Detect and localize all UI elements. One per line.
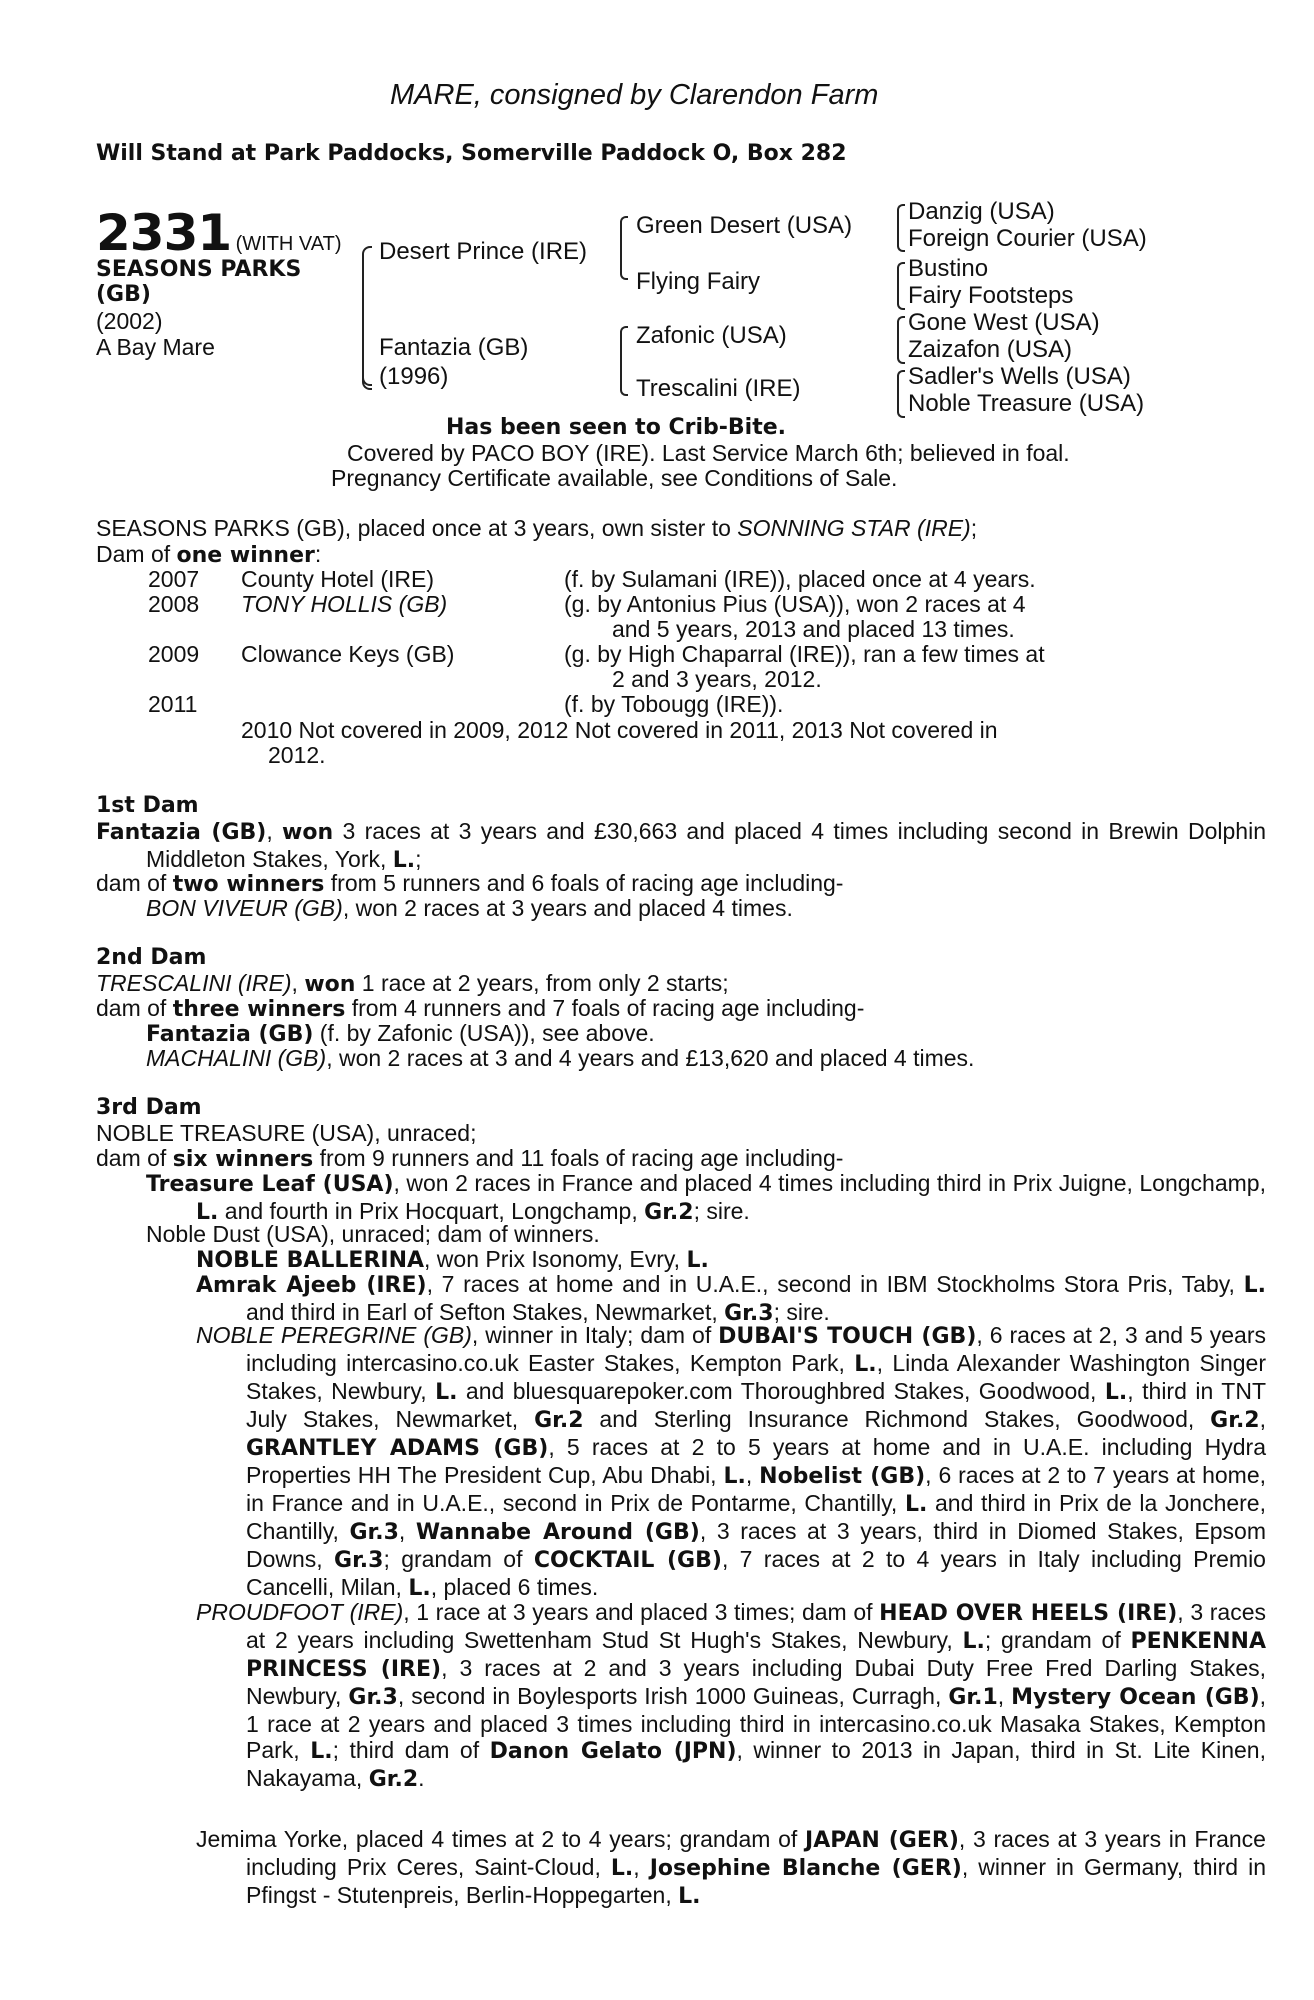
progeny-detail-cont: 2 and 3 years, 2012. bbox=[612, 666, 822, 692]
horse-name: SEASONS PARKS bbox=[96, 257, 302, 282]
fourth-gen-progeny: Jemima Yorke, placed 4 times at 2 to 4 years; grandam of JAPAN (GER), 3 races at 3 years in France including Prix Ceres, Saint-Cloud, L., Josephine Blanche (GER), winner in Germany, third in Pfingst - Stutenpreis, Berlin-Hoppegarten, L. bbox=[196, 1826, 1267, 1909]
pedigree-g4: Fairy Footsteps bbox=[908, 282, 1074, 309]
second-dam-text: TRESCALINI (IRE), won 1 race at 2 years, from only 2 starts; bbox=[96, 970, 729, 997]
stand-location: Will Stand at Park Paddocks, Somerville Paddock O, Box 282 bbox=[96, 141, 847, 166]
fourth-gen-progeny: NOBLE BALLERINA, won Prix Isonomy, Evry, L. bbox=[196, 1246, 709, 1273]
second-dam-progeny: Fantazia (GB) (f. by Zafonic (USA)), see above. bbox=[146, 1020, 655, 1047]
lot-heading bbox=[96, 204, 342, 262]
pedigree-dam-dam: Trescalini (IRE) bbox=[636, 375, 801, 402]
not-covered-note-cont: 2012. bbox=[268, 742, 326, 768]
progeny-detail: (f. by Tobougg (IRE)). bbox=[564, 691, 784, 717]
third-dam-progeny: Treasure Leaf (USA), won 2 races in France and placed 4 times including third in Prix Juigne, Longchamp, L. and fourth in Prix Hocquart, Longchamp, Gr.2; sire. bbox=[146, 1170, 1266, 1225]
pedigree-dam-sire: Zafonic (USA) bbox=[636, 322, 787, 349]
pedigree-g2: Foreign Courier (USA) bbox=[908, 225, 1147, 252]
progeny-name: TONY HOLLIS (GB) bbox=[241, 591, 448, 617]
lot-number: 2331 bbox=[96, 204, 232, 262]
second-dam-produce: dam of three winners from 4 runners and 7 foals of racing age including- bbox=[96, 995, 865, 1022]
first-dam-heading: 1st Dam bbox=[96, 793, 199, 818]
pedigree-sire-sire: Green Desert (USA) bbox=[636, 212, 853, 239]
pedigree-sire-dam: Flying Fairy bbox=[636, 268, 761, 295]
third-dam-produce: dam of six winners from 9 runners and 11 foals of racing age including- bbox=[96, 1145, 844, 1172]
crib-bite-note: Has been seen to Crib-Bite. bbox=[446, 415, 786, 440]
progeny-year: 2011 bbox=[148, 691, 198, 717]
first-dam-produce: dam of two winners from 5 runners and 6 foals of racing age including- bbox=[96, 870, 844, 897]
page-title: MARE, consigned by Clarendon Farm bbox=[390, 79, 879, 111]
progeny-year: 2007 bbox=[148, 566, 200, 592]
fourth-gen-progeny: PROUDFOOT (IRE), 1 race at 3 years and placed 3 times; dam of HEAD OVER HEELS (IRE), 3 races at 2 years including Swettenham Stud St Hugh's Stakes, Newbury, L.; grandam of PENKENNA PRINCESS (IRE), 3 races at 2 and 3 years including Dubai Duty Free Fred Darling Stakes, Newbury, Gr.3, second in Boylesports Irish 1000 Guineas, Curragh, Gr.1, Mystery Ocean (GB), 1 race at 2 years and placed 3 times including third in intercasino.co.uk Masaka Stakes, Kempton Park, L.; third dam of Danon Gelato (JPN), winner to 2013 in Japan, third in St. Lite Kinen, Nakayama, Gr.2. bbox=[196, 1599, 1267, 1792]
fourth-gen-progeny: Amrak Ajeeb (IRE), 7 races at home and in U.A.E., second in IBM Stockholms Stora Pris, Taby, L. and third in Earl of Sefton Stakes, Newmarket, Gr.3; sire. bbox=[196, 1271, 1267, 1326]
pedigree-dam: Fantazia (GB) bbox=[379, 334, 529, 361]
fourth-gen-progeny: NOBLE PEREGRINE (GB), winner in Italy; dam of DUBAI'S TOUCH (GB), 6 races at 2, 3 and 5 years including intercasino.co.uk Easter Stakes, Kempton Park, L., Linda Alexander Washington Singer Stakes, Newbury, L. and bluesquarepoker.com Thoroughbred Stakes, Goodwood, L., third in TNT July Stakes, Newmarket, Gr.2 and Sterling Insurance Richmond Stakes, Goodwood, Gr.2, GRANTLEY ADAMS (GB), 5 races at 2 to 5 years at home and in U.A.E. including Hydra Properties HH The President Cup, Abu Dhabi, L., Nobelist (GB), 6 races at 2 to 7 years at home, in France and in U.A.E., second in Prix de Pontarme, Chantilly, L. and third in Prix de la Jonchere, Chantilly, Gr.3, Wannabe Around (GB), 3 races at 3 years, third in Diomed Stakes, Epsom Downs, Gr.3; grandam of COCKTAIL (GB), 7 races at 2 to 4 years in Italy including Premio Cancelli, Milan, L., placed 6 times. bbox=[196, 1322, 1267, 1601]
progeny-name: Clowance Keys (GB) bbox=[241, 641, 455, 667]
horse-origin: (GB) bbox=[96, 282, 151, 307]
pedigree-brace-sire-line bbox=[620, 216, 628, 280]
progeny-year: 2008 bbox=[148, 591, 200, 617]
third-dam-text: NOBLE TREASURE (USA), unraced; bbox=[96, 1120, 477, 1146]
covered-note: Covered by PACO BOY (IRE). Last Service March 6th; believed in foal. bbox=[347, 440, 1070, 466]
progeny-detail: (f. by Sulamani (IRE)), placed once at 4 years. bbox=[564, 566, 1036, 592]
first-dam-text: Fantazia (GB), won 3 races at 3 years and £30,663 and placed 4 times including second in Brewin Dolphin Middleton Stakes, York, L.; bbox=[96, 818, 1266, 873]
horse-year: (2002) bbox=[96, 308, 163, 334]
pedigree-dam-year: (1996) bbox=[379, 363, 449, 390]
pedigree-g7: Sadler's Wells (USA) bbox=[908, 363, 1131, 390]
intro-line: SEASONS PARKS (GB), placed once at 3 years, own sister to SONNING STAR (IRE); bbox=[96, 515, 978, 541]
progeny-detail: (g. by High Chaparral (IRE)), ran a few times at bbox=[564, 641, 1045, 667]
third-dam-heading: 3rd Dam bbox=[96, 1095, 202, 1120]
not-covered-note: 2010 Not covered in 2009, 2012 Not covered in 2011, 2013 Not covered in bbox=[241, 717, 998, 743]
progeny-detail-cont: and 5 years, 2013 and placed 13 times. bbox=[612, 616, 1015, 642]
pedigree-sire: Desert Prince (IRE) bbox=[379, 238, 588, 265]
pedigree-g8: Noble Treasure (USA) bbox=[908, 390, 1145, 417]
second-dam-heading: 2nd Dam bbox=[96, 945, 207, 970]
pregnancy-note: Pregnancy Certificate available, see Conditions of Sale. bbox=[331, 465, 898, 491]
dam-of-line: Dam of one winner: bbox=[96, 541, 322, 568]
pedigree-g6: Zaizafon (USA) bbox=[908, 336, 1073, 363]
first-dam-progeny: BON VIVEUR (GB), won 2 races at 3 years and placed 4 times. bbox=[146, 895, 793, 921]
pedigree-g5: Gone West (USA) bbox=[908, 309, 1100, 336]
second-dam-progeny: MACHALINI (GB), won 2 races at 3 and 4 years and £13,620 and placed 4 times. bbox=[146, 1045, 975, 1071]
pedigree-g3: Bustino bbox=[908, 255, 989, 282]
progeny-detail: (g. by Antonius Pius (USA)), won 2 races at 4 bbox=[564, 591, 1026, 617]
third-dam-progeny: Noble Dust (USA), unraced; dam of winners. bbox=[146, 1221, 600, 1247]
pedigree-g1: Danzig (USA) bbox=[908, 198, 1055, 225]
horse-description: A Bay Mare bbox=[96, 334, 215, 360]
progeny-name: County Hotel (IRE) bbox=[241, 566, 435, 592]
progeny-year: 2009 bbox=[148, 641, 200, 667]
vat-note: (WITH VAT) bbox=[235, 233, 342, 255]
pedigree-brace-dam-line bbox=[620, 326, 628, 396]
